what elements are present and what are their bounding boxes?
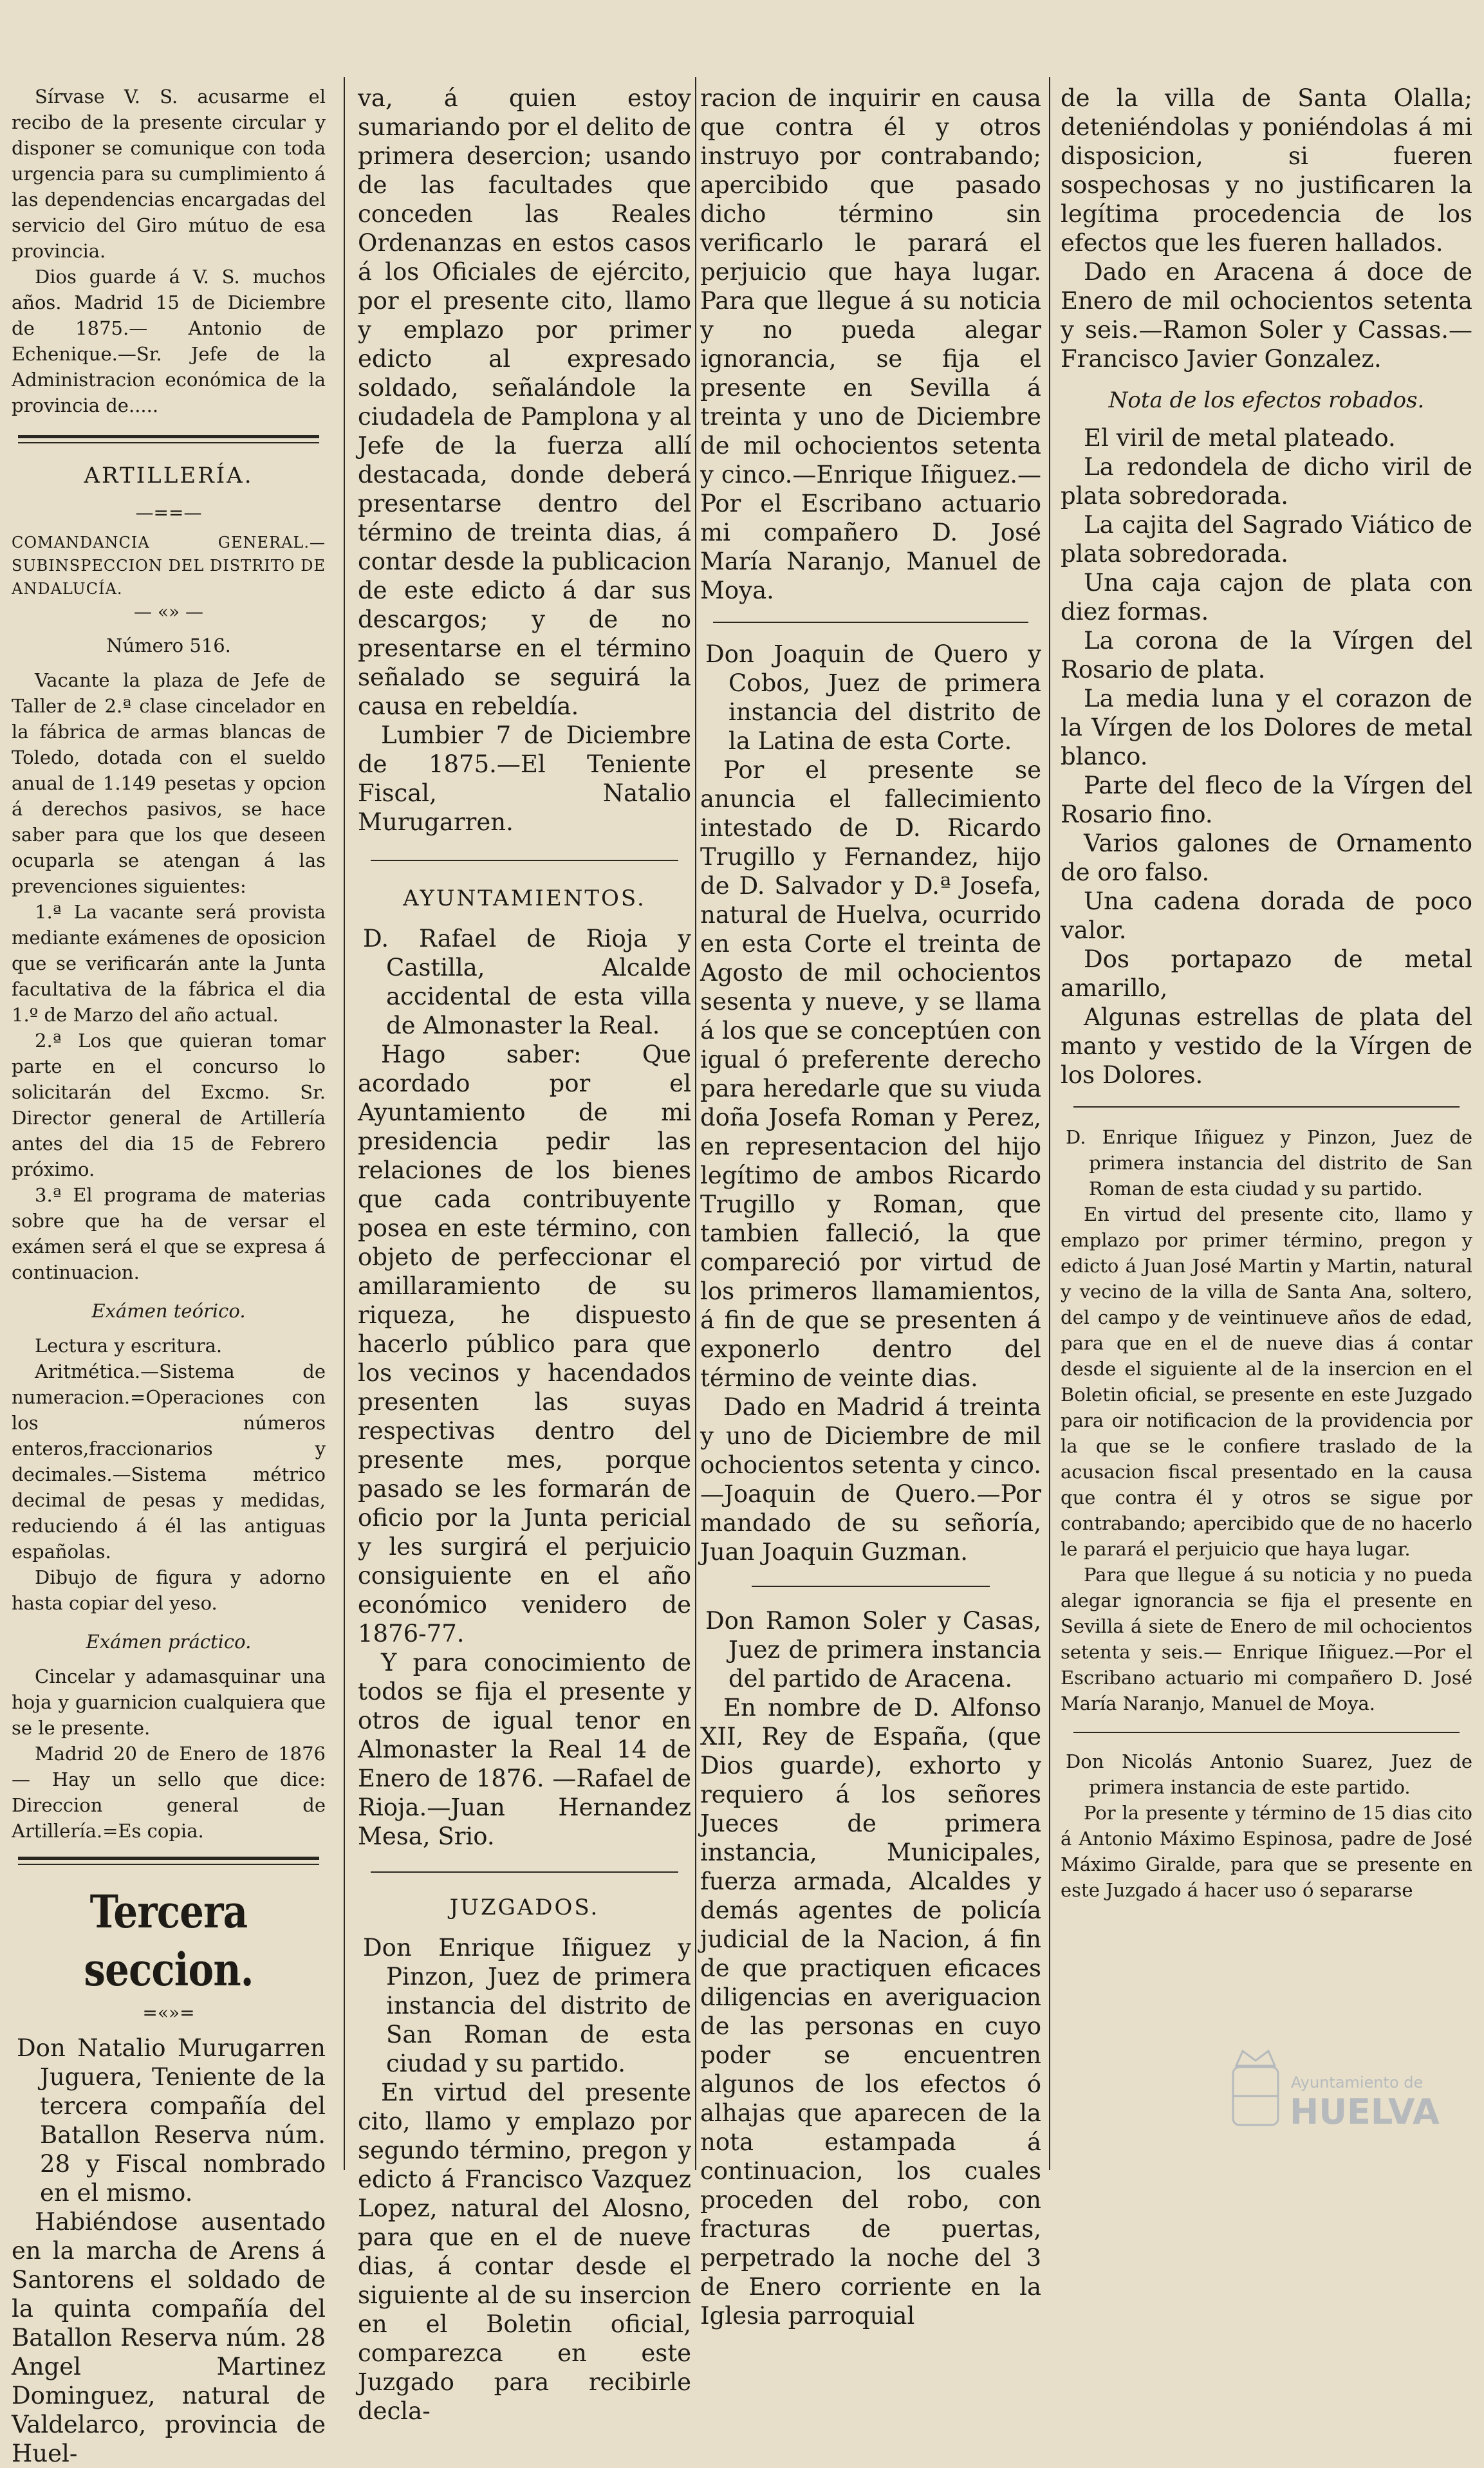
theory-item: Dibujo de figura y adorno hasta copiar del yeso. [12,1566,326,1614]
notice-lead-quero: Don Joaquin de Quero y Cobos, Juez de primera instancia del distrito de la Latina de esta Corte. [705,640,1041,755]
soler-signature: Dado en Aracena á doce de Enero de mil ochocientos setenta y seis.—Ramon Soler y Cassas.—Francisco Javier Gonzalez. [1061,258,1472,373]
column-rule [695,77,696,2170]
notice-body-murugarren: Habiéndose ausentado en la marcha de Arens á Santorens el soldado de la quinta compañía del Batallon Reserva núm. 28 Angel Martinez Dominguez, natural de Valdelarco, provincia de Huel- [12,2208,326,2467]
juzgado-edict-paragraph: En virtud del presente cito, llamo y emplazo por segundo término, pregon y edicto á Francisco Vazquez Lopez, natural del Alosno, para que en el de nueve dias, á contar desde el siguiente al de su insercion en el Boletin oficial, comparezca en este Juzgado para recibirle decla- [358,2079,691,2425]
list-item: El viril de metal plateado. [1084,424,1396,452]
section-divider [18,1857,319,1860]
circular-signature-paragraph: Dios guarde á V. S. muchos años. Madrid 15 de Diciembre de 1875.— Antonio de Echenique.—Sr. Jefe de la Administracion económica de la provincia de..... [12,266,326,416]
ayuntamiento-paragraph: Hago saber: Que acordado por el Ayuntamiento de mi presidencia pedir las relaciones de los bienes que cada contribuyente posea en este término, con objeto de perfeccionar el amillaramiento de su riqueza, he dispuesto hacerlo público para que los vecinos y hacendados presenten las suyas respectivas dentro del presente mes, porque pasado se les formarán de oficio por la Junta pericial y les surgirá el perjuicio consiguiente en el año económico venidero de 1876-77. [358,1041,691,1647]
condition-3: 3.ª El programa de materias sobre que ha de versar el exámen será el que se expresa á continuacion. [12,1184,326,1283]
circular-closing-paragraph: Sírvase V. S. acusarme el recibo de la presente circular y disponer se comunique con toda urgencia para su cumplimiento á las dependencias encargadas del servicio del Giro mútuo de esa provincia. [12,86,326,262]
stamp-line-2: HUELVA [1290,2092,1440,2132]
stolen-items-title: Nota de los efectos robados. [1108,387,1425,413]
pinzon-signature: Para que llegue á su noticia y no pueda alegar ignorancia se fija el presente en Sevilla á siete de Enero de mil ochocientos setenta y seis.— Enrique Iñiguez.—Por el Escribano actuario mi compañero D. José María Naranjo, Manuel de Moya. [1061,1564,1472,1714]
column-rule [344,77,345,2170]
list-item: Parte del fleco de la Vírgen del Rosario fino. [1061,772,1472,828]
document-number: Número 516. [106,635,231,656]
notice-lead-suarez: Don Nicolás Antonio Suarez, Juez de primera instancia de este partido. [1066,1750,1472,1798]
soler-continuation: de la villa de Santa Olalla; deteniéndolas y poniéndolas á mi disposicion, si fueren sospechosas y no justificaren la legítima procedencia de los efectos que les fueren hallados. [1061,84,1472,257]
column-3 [700,84,1041,2330]
pinzon-paragraph: En virtud del presente cito, llamo y emplazo por primer término, pregon y edicto á Juan José Martin y Martin, natural y vecino de la villa de Santa Ana, soltero, del campo y de veintinueve años de edad, para que en el de nueve dias á contar desde el siguiente al de la insercion en el Boletin oficial, se presente en este Juzgado para oir notificacion de la providencia por la que se le confiere traslado de la acusacion fiscal presentado en la causa que contra él y otros se sigue por contrabando; apercibido que de no hacerlo le parará el perjuicio que haya lugar. [1061,1203,1472,1560]
list-item: La corona de la Vírgen del Rosario de plata. [1061,627,1472,683]
subheading-comandancia: COMANDANCIA GENERAL.—SUBINSPECCION DEL DISTRITO DE ANDALUCÍA. [12,533,326,598]
column-2 [358,84,691,2425]
notice-lead-iniguez: Don Enrique Iñiguez y Pinzon, Juez de primera instancia del distrito de San Roman de esta ciudad y su partido. [363,1934,691,2077]
practice-item: Cincelar y adamasquinar una hoja y guarnicion cualquiera que se le presente. [12,1665,326,1739]
column-rule [1049,77,1050,2170]
section-divider [18,442,319,443]
stamp-line-1: Ayuntamiento de [1291,2074,1424,2092]
quero-signature: Dado en Madrid á treinta y uno de Diciembre de mil ochocientos setenta y cinco. —Joaquin de Quero.—Por mandado de su señoría, Juan Joaquin Guzman. [700,1393,1041,1566]
section-heading-ayuntamientos: AYUNTAMIENTOS. [403,886,646,911]
section-divider [752,1586,990,1587]
list-item: La cajita del Sagrado Viático de plata sobredorada. [1061,511,1472,568]
section-divider [371,1871,678,1873]
exam-theory-title: Exámen teórico. [91,1300,246,1322]
soler-exhorto-paragraph: En nombre de D. Alfonso XII, Rey de España, (que Dios guarde), exhorto y requiero á los señores Jueces de primera instancia, Municipales, fuerza armada, Alcaldes y demás agentes de policía judicial de la Nacion, á fin de que practiquen eficaces diligencias en averiguacion de las personas en cuyo poder se encuentren algunos de los efectos ó alhajas que aparecen de la nota estampada á continuacion, los cuales proceden del robo, con fracturas de puertas, perpetrado la noche del 3 de Enero corriente en la Iglesia parroquial [700,1694,1041,2330]
ornament: =«»= [142,2002,195,2023]
section-divider [18,435,319,438]
notice-lead-murugarren: Don Natalio Murugarren Juguera, Teniente de la tercera compañía del Batallon Reserva núm. 28 y Fiscal nombrado en el mismo. [17,2034,326,2207]
crown-shield-icon [1233,2051,1278,2125]
suarez-paragraph: Por la presente y término de 15 dias cito á Antonio Máximo Espinosa, padre de José Máximo Giralde, para que se presente en este Juzgado á hacer uso ó separarse [1061,1802,1472,1901]
list-item: Algunas estrellas de plata del manto y vestido de la Vírgen de los Dolores. [1061,1003,1472,1089]
list-item: La media luna y el corazon de la Vírgen de los Dolores de metal blanco. [1061,685,1472,770]
list-item: Una cadena dorada de poco valor. [1061,887,1472,944]
list-item: Una caja cajon de plata con diez formas. [1061,569,1472,626]
ornament: —==— [135,502,202,523]
section-divider [18,1864,319,1865]
condition-1: 1.ª La vacante será provista mediante exámenes de oposicion que se verificarán ante la Junta facultativa de la fábrica el dia 1.º de Marzo del año actual. [12,901,326,1026]
column-4 [1061,84,1472,2170]
list-item: La redondela de dicho viril de plata sobredorada. [1061,453,1472,510]
theory-item: Lectura y escritura. [35,1335,223,1357]
section-divider [1073,1106,1460,1108]
section-divider [713,622,1028,623]
list-item: Varios galones de Ornamento de oro falso. [1061,830,1472,886]
stolen-items-list [1061,423,1472,1090]
section-divider [371,860,678,861]
ornament: — «» — [133,601,204,622]
notice-lead-pinzon: D. Enrique Iñiguez y Pinzon, Juez de primera instancia del distrito de San Roman de esta ciudad y su partido. [1066,1126,1472,1200]
section-heading-juzgados: JUZGADOS. [449,1895,600,1920]
condition-2: 2.ª Los que quieran tomar parte en el concurso lo solicitarán del Excmo. Sr. Director general de Artillería antes del dia 15 de Febrero próximo. [12,1030,326,1180]
section-divider [1073,1732,1460,1733]
section-heading-tercera: Tercera seccion. [84,1885,254,1996]
exam-practice-title: Exámen práctico. [86,1631,252,1653]
desercion-signature: Lumbier 7 de Diciembre de 1875.—El Teniente Fiscal, Natalio Murugarren. [358,721,691,836]
huelva-watermark-stamp [1220,2035,1439,2151]
quero-paragraph: Por el presente se anuncia el fallecimiento intestado de D. Ricardo Trugillo y Fernandez, hijo de D. Salvador y D.ª Josefa, natural de Huelva, ocurrido en esta Corte el treinta de Agosto de mil ochocientos sesenta y nueve, y se llama á los que se conceptúen con igual ó preferente derecho para heredarle que su viuda doña Josefa Roman y Perez, en representacion del hijo legítimo de ambos Ricardo Trugillo y Roman, que tambien falleció, la que compareció por virtud de los primeros llamamientos, á fin de que se presenten á exponerlo dentro del término de veinte dias. [700,756,1041,1392]
theory-item: Aritmética.—Sistema de numeracion.=Operaciones con los números enteros,fraccionarios y decimales.—Sistema métrico decimal de pesas y medidas, reduciendo á él las antiguas españolas. [12,1360,326,1563]
ayuntamiento-signature: Y para conocimiento de todos se fija el presente y otros de igual tenor en Almonaster la Real 14 de Enero de 1876. —Rafael de Rioja.—Juan Hernandez Mesa, Srio. [358,1649,691,1850]
desercion-edict-paragraph: va, á quien estoy sumariando por el delito de primera desercion; usando de las facultades que conceden las Reales Ordenanzas en estos casos á los Oficiales de ejército, por el presente cito, llamo y emplazo por primer edicto al expresado soldado, señalándole la ciudadela de Pamplona y al Jefe de la fuerza allí destacada, donde deberá presentarse dentro del término de treinta dias, á contar desde la publicacion de este edicto á dar sus descargos; y de no presentarse en el término señalado se seguirá la causa en rebeldía. [358,84,691,720]
column-1 [12,84,326,2467]
practice-item: Madrid 20 de Enero de 1876 — Hay un sello que dice: Direccion general de Artillería.=Es copia. [12,1743,326,1842]
section-heading-artilleria: ARTILLERÍA. [84,463,254,488]
notice-lead-soler: Don Ramon Soler y Casas, Juez de primera instancia del partido de Aracena. [705,1607,1041,1693]
vacancy-paragraph: Vacante la plaza de Jefe de Taller de 2.ª clase cincelador en la fábrica de armas blancas de Toledo, dotada con el sueldo anual de 1.149 pesetas y opcion á derechos pasivos, se hace saber para que los que deseen ocuparla se atengan á las prevenciones siguientes: [12,669,326,897]
list-item: Dos portapazo de metal amarillo, [1061,945,1472,1002]
notice-lead-rioja: D. Rafael de Rioja y Castilla, Alcalde accidental de esta villa de Almonaster la Real. [363,925,691,1039]
juzgado-edict-continuation: racion de inquirir en causa que contra él y otros instruyo por contrabando; apercibido que pasado dicho término sin verificarlo le parará el perjuicio que haya lugar. Para que llegue á su noticia y no pueda alegar ignorancia, se fija el presente en Sevilla á treinta y uno de Diciembre de mil ochocientos setenta y cinco.—Enrique Iñiguez.— Por el Escribano actuario mi compañero D. José María Naranjo, Manuel de Moya. [700,84,1041,604]
